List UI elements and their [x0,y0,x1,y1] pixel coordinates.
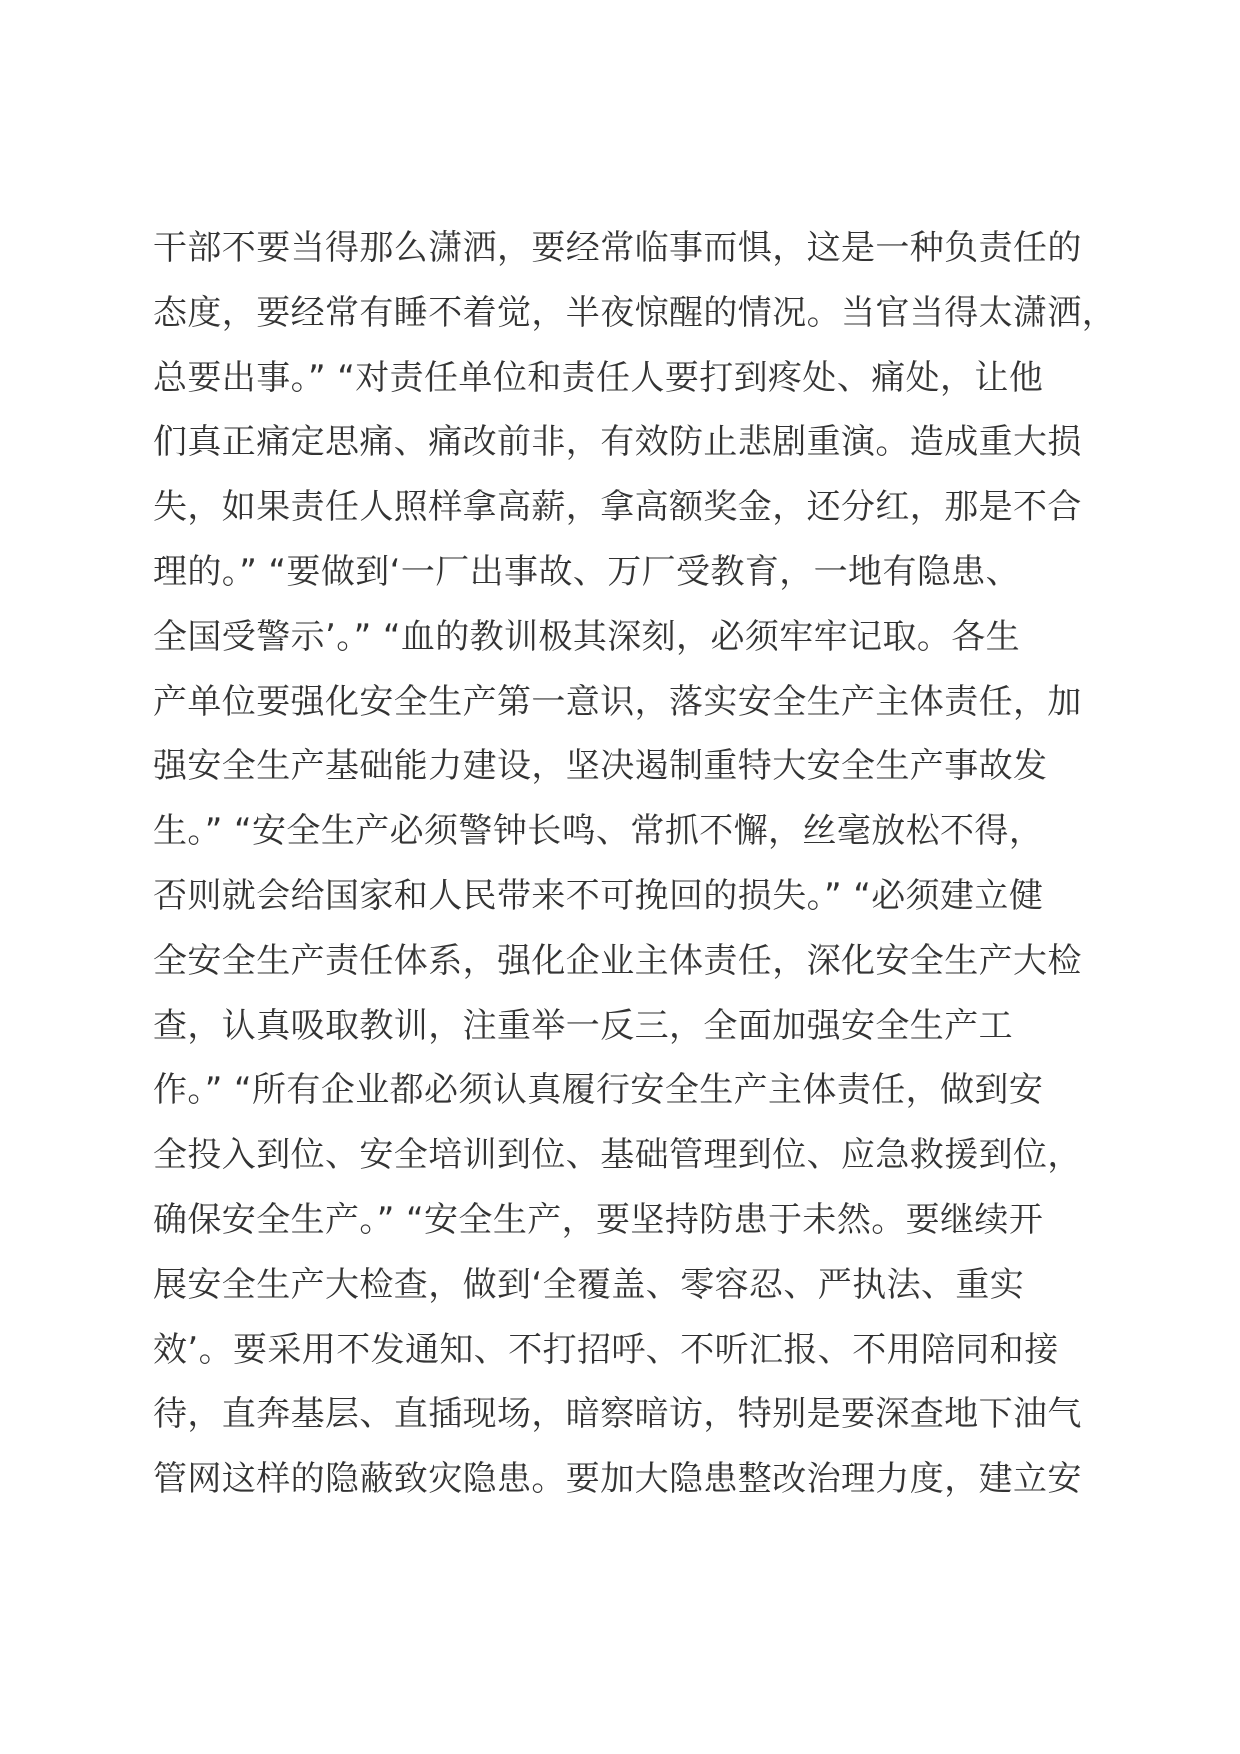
text-line: 管网这样的隐蔽致灾隐患。要加大隐患整改治理力度，建立安 [153,1459,1082,1500]
text-line: 确保安全生产。” “安全生产，要坚持防患于未然。要继续开 [153,1199,1044,1240]
text-line: 全投入到位、安全培训到位、基础管理到位、应急救援到位， [153,1135,1082,1176]
text-line: 失，如果责任人照样拿高薪，拿高额奖金，还分红，那是不合 [153,487,1082,528]
text-line: 待，直奔基层、直插现场，暗察暗访，特别是要深查地下油气 [153,1394,1082,1435]
text-line: 干部不要当得那么潇洒，要经常临事而惧，这是一种负责任的 [153,228,1082,268]
text-line: 作。” “所有企业都必须认真履行安全生产主体责任，做到安 [153,1070,1044,1111]
text-line: 总要出事。” “对责任单位和责任人要打到疼处、痛处，让他 [153,357,1044,398]
text-line: 展安全生产大检查，做到‘全覆盖、零容忍、严执法、重实 [153,1264,1025,1305]
text-line: 们真正痛定思痛、痛改前非，有效防止悲剧重演。造成重大损 [153,422,1082,463]
text-line: 否则就会给国家和人民带来不可挽回的损失。” “必须建立健 [153,875,1044,916]
body-text [153,216,1117,1512]
text-line: 强安全生产基础能力建设，坚决遏制重特大安全生产事故发 [153,746,1048,787]
text-line: 效’。要采用不发通知、不打招呼、不听汇报、不用陪同和接 [153,1329,1059,1370]
text-line: 产单位要强化安全生产第一意识，落实安全生产主体责任，加 [153,681,1082,722]
text-line: 全国受警示’。” “血的教训极其深刻，必须牢牢记取。各生 [153,616,1021,657]
text-line: 生。” “安全生产必须警钟长鸣、常抓不懈，丝毫放松不得， [153,811,1044,852]
text-line: 查，认真吸取教训，注重举一反三，全面加强安全生产工 [153,1005,1013,1046]
text-line: 态度，要经常有睡不着觉，半夜惊醒的情况。当官当得太潇洒， [153,292,1117,333]
text-line: 全安全生产责任体系，强化企业主体责任，深化安全生产大检 [153,940,1082,981]
text-line: 理的。” “要做到‘一厂出事故、万厂受教育，一地有隐患、 [153,551,1021,592]
